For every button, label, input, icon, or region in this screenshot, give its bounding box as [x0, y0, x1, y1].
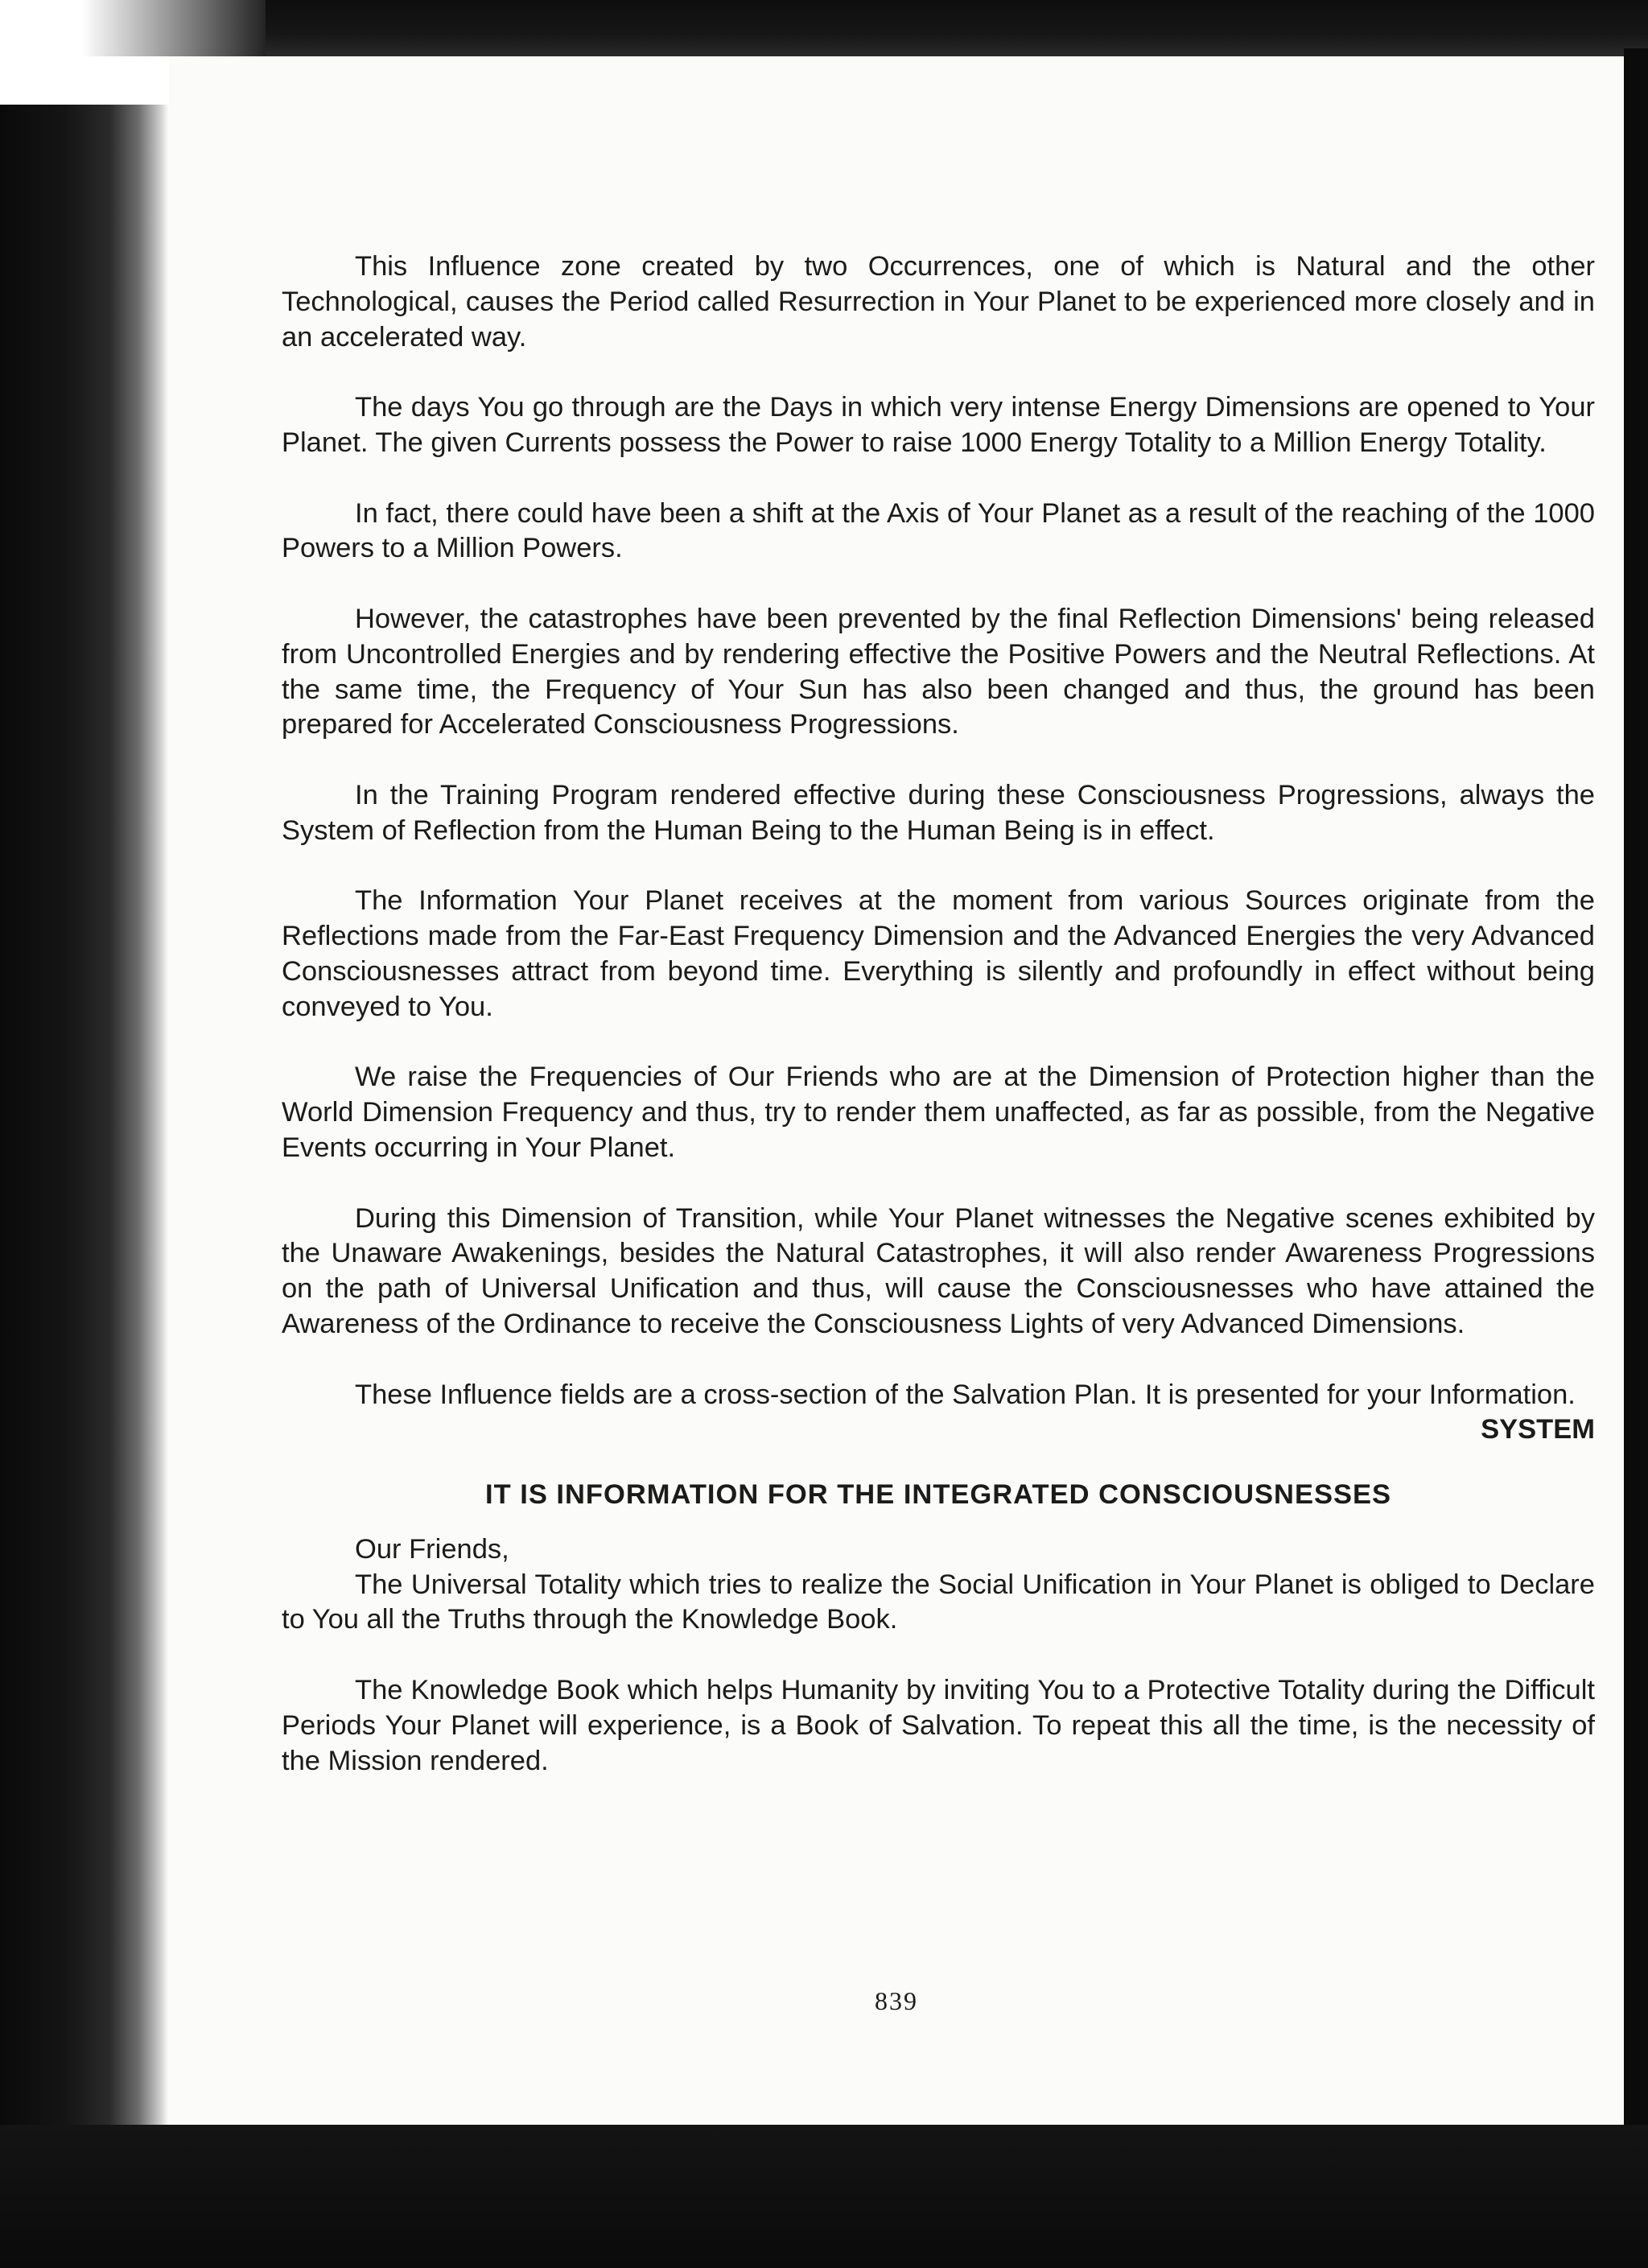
scan-border-left [0, 105, 169, 2149]
section-heading: IT IS INFORMATION FOR THE INTEGRATED CONSCIOUSNESSES [484, 1479, 1391, 1511]
scan-border-right [1624, 48, 1648, 2221]
paragraph: The Information Your Planet receives at the moment from various Sources originate from the Reflections made from the Far-East Frequency Dimension and the Advanced Energies the very Advanced Consciousnesses attract from beyond time. Everything is silently and profoundly in effect without being conveyed to You. [282, 885, 1595, 1022]
greeting: Our Friends, [355, 1533, 509, 1565]
book-page [169, 56, 1624, 2125]
paragraph: The Knowledge Book which helps Humanity by inviting You to a Protective Totality during the Difficult Periods Your Planet will experience, is a Book of Salvation. To repeat this all the time, is the necessity of the Mission rendered. [282, 1675, 1595, 1776]
page-body [282, 249, 1595, 1779]
paragraph: In fact, there could have been a shift at the Axis of Your Planet as a result of the reaching of the 1000 Powers to a Million Powers. [282, 497, 1595, 564]
paragraph: During this Dimension of Transition, while Your Planet witnesses the Negative scenes exhibited by the Unaware Awakenings, besides the Natural Catastrophes, it will also render Awareness Progressions on the path of Universal Unification and thus, will cause the Consciousnesses who have attained the Awareness of the Ordinance to receive the Consciousness Lights of very Advanced Dimensions. [282, 1202, 1595, 1339]
scan-border-top-left [0, 0, 274, 56]
paragraph: The days You go through are the Days in which very intense Energy Dimensions are opened to Your Planet. The given Currents possess the Power to raise 1000 Energy Totality to a Million Energy Totality. [282, 392, 1595, 458]
paragraph: These Influence fields are a cross-section of the Salvation Plan. It is presented for your Information. [355, 1379, 1576, 1410]
page-number: 839 [875, 1986, 918, 2015]
paragraph: In the Training Program rendered effective during these Consciousness Progressions, always the System of Reflection from the Human Being to the Human Being is in effect. [282, 779, 1595, 846]
scan-border-top [266, 0, 1648, 56]
scan-border-bottom [0, 2125, 1648, 2268]
signature: SYSTEM [1481, 1414, 1595, 1445]
paragraph: However, the catastrophes have been prevented by the final Reflection Dimensions' being released from Uncontrolled Energies and by rendering effective the Positive Powers and the Neutral Reflections. At the same time, the Frequency of Your Sun has also been changed and thus, the ground has been prepared for Accelerated Consciousness Progressions. [282, 603, 1595, 740]
paragraph: This Influence zone created by two Occurrences, one of which is Natural and the other Technological, causes the Period called Resurrection in Your Planet to be experienced more closely and in an accelerated way. [282, 251, 1595, 353]
paragraph: We raise the Frequencies of Our Friends who are at the Dimension of Protection higher than the World Dimension Frequency and thus, try to render them unaffected, as far as possible, from the Negative Events occurring in Your Planet. [282, 1062, 1595, 1163]
paragraph: The Universal Totality which tries to realize the Social Unification in Your Planet is obliged to Declare to You all the Truths through the Knowledge Book. [282, 1569, 1595, 1635]
